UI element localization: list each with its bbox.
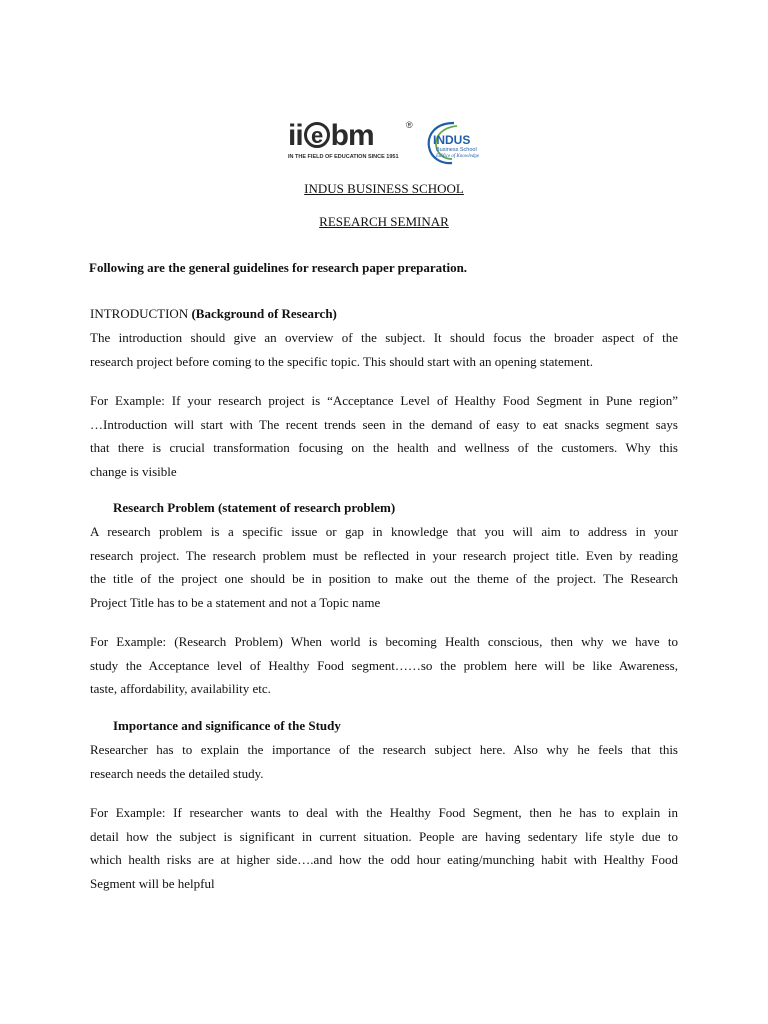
research-problem-paragraph-2 <box>90 630 678 701</box>
introduction-heading <box>90 306 337 322</box>
text-line: …Introduction will start with The recent trends seen in the demand of easy to eat snacks segment says <box>90 416 678 432</box>
text-line: change is visible <box>90 463 177 479</box>
introduction-paragraph-1 <box>90 326 678 373</box>
iiebm-tagline: IN THE FIELD OF EDUCATION SINCE 1951 <box>288 154 399 160</box>
importance-paragraph-2 <box>90 801 678 895</box>
indus-wordmark: INDUS <box>433 133 471 147</box>
text-line: the title of the project one should be in position to make out the theme of the project. The Research <box>90 571 678 586</box>
text-line: Project Title has to be a statement and not a Topic name <box>90 594 381 610</box>
indus-subtitle: Business School <box>436 147 477 153</box>
seminar-title: RESEARCH SEMINAR <box>319 214 449 229</box>
text-line: study the Acceptance level of Healthy Food segment……so the problem here will be like Awareness, <box>90 657 678 673</box>
text-line: that there is crucial transformation focusing on the health and wellness of the customers. Why this <box>90 440 678 455</box>
text-line: For Example: If researcher wants to deal with the Healthy Food Segment, then he has to explain in <box>90 805 678 820</box>
text-line: research project before coming to the specific topic. This should start with an opening statement. <box>90 353 594 369</box>
text-line: Researcher has to explain the importance of the research subject here. Also why he feels that this <box>90 742 678 757</box>
research-problem-heading: Research Problem (statement of research problem) <box>113 500 396 515</box>
text-line: The introduction should give an overview of the subject. It should focus the broader aspect of the <box>90 330 678 345</box>
importance-paragraph-1 <box>90 738 678 785</box>
text-line: which health risks are at higher side….and how the odd hour eating/munching habit with Healthy Food <box>90 852 678 867</box>
text-line: A research problem is a specific issue or gap in knowledge that you will aim to address in your <box>90 524 678 539</box>
text-line: Segment will be helpful <box>90 875 215 891</box>
text-line: research project. The research problem must be reflected in your research project title. Even by reading <box>90 547 678 563</box>
text-line: taste, affordability, availability etc. <box>90 681 271 696</box>
text-line: For Example: (Research Problem) When world is becoming Health conscious, then why we have to <box>90 634 678 649</box>
school-title: INDUS BUSINESS SCHOOL <box>304 181 464 196</box>
guidelines-lead: Following are the general guidelines for research paper preparation. <box>89 260 468 275</box>
text-line: For Example: If your research project is “Acceptance Level of Healthy Food Segment in Pune region” <box>90 393 678 408</box>
text-line: detail how the subject is significant in current situation. People are having sedentary life style due to <box>90 828 678 844</box>
introduction-heading-main: INTRODUCTION <box>90 306 189 321</box>
introduction-heading-sub: (Background of Research) <box>188 306 337 321</box>
indus-logo <box>424 120 482 166</box>
registered-mark: ® <box>406 120 413 130</box>
logo-bar <box>284 120 484 168</box>
importance-heading: Importance and significance of the Study <box>113 718 341 733</box>
introduction-paragraph-2 <box>90 389 678 483</box>
text-line: research needs the detailed study. <box>90 765 264 781</box>
indus-motto: Edifice of Knowledge <box>436 154 480 159</box>
iiebm-logo <box>284 120 419 166</box>
iiebm-wordmark: ii e bm <box>288 119 374 152</box>
research-problem-paragraph-1 <box>90 520 678 614</box>
